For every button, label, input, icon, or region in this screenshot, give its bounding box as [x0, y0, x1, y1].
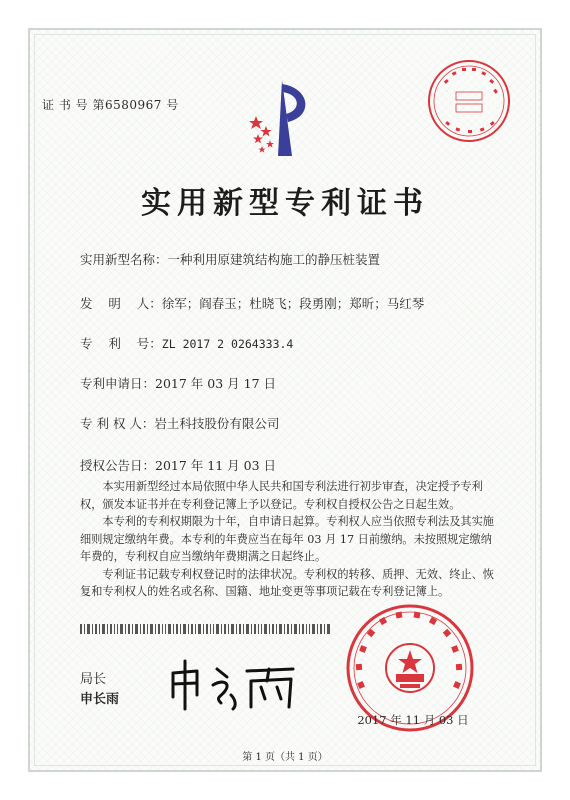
certificate-number: 证 书 号 第6580967 号: [42, 98, 179, 112]
body-paragraph: 本实用新型经过本局依照中华人民共和国专利法进行初步审查，决定授予专利权，颁发本证书并在专利登记簿上予以登记。专利权自授权公告之日起生效。: [80, 480, 483, 511]
certificate-body: [80, 478, 500, 601]
field-value: 2017 年 11 月 03 日: [155, 458, 277, 473]
director-title: 局长: [80, 672, 107, 687]
field-inventor: [80, 294, 424, 312]
patent-office-logo-icon: [248, 78, 318, 158]
field-value: 一种利用原建筑结构施工的静压桩装置: [167, 252, 381, 267]
field-value: 岩土科技股份有限公司: [154, 416, 280, 431]
field-patent-number: [80, 334, 293, 352]
field-label: 授权公告日：: [80, 458, 156, 473]
page-number: 第 1 页（共 1 页）: [242, 752, 328, 763]
field-grant-date: [80, 456, 276, 474]
field-label: 专 利 号：: [80, 336, 162, 351]
field-value: ZL 2017 2 0264333.4: [161, 337, 294, 351]
field-utility-model-name: [80, 250, 380, 268]
field-label: 专利申请日：: [80, 376, 156, 391]
seal-date: 2017 年 11 月 03 日: [357, 713, 469, 727]
director-name: 申长雨: [80, 692, 120, 707]
field-label: 实用新型名称：: [80, 252, 168, 267]
certificate-title: 实用新型专利证书: [141, 186, 429, 221]
field-value: 2017 年 03 月 17 日: [155, 376, 277, 391]
handwritten-signature-icon: [165, 655, 305, 715]
field-patent-holder: [80, 414, 279, 432]
barcode-strip: [80, 624, 330, 634]
field-value: 徐军；阎春玉；杜晓飞；段勇刚；郑昕；马红琴: [161, 296, 425, 311]
field-filing-date: [80, 374, 276, 392]
small-red-seal-icon: [424, 56, 514, 146]
field-label: 专 利 权 人：: [80, 416, 155, 431]
field-label: 发 明 人：: [80, 296, 162, 311]
body-paragraph: 专利证书记载专利权登记时的法律状况。专利权的转移、质押、无效、终止、恢复和专利权人的姓名或名称、国籍、地址变更等事项记载在专利登记簿上。: [80, 567, 494, 598]
body-paragraph: 本专利的专利权期限为十年，自申请日起算。专利权人应当依照专利法及其实施细则规定缴纳年费。本专利的年费应当在每年 03 月 17 日前缴纳。未按照规定缴纳年费的，专利权自应当缴纳年费期满之日起终止。: [80, 515, 494, 563]
